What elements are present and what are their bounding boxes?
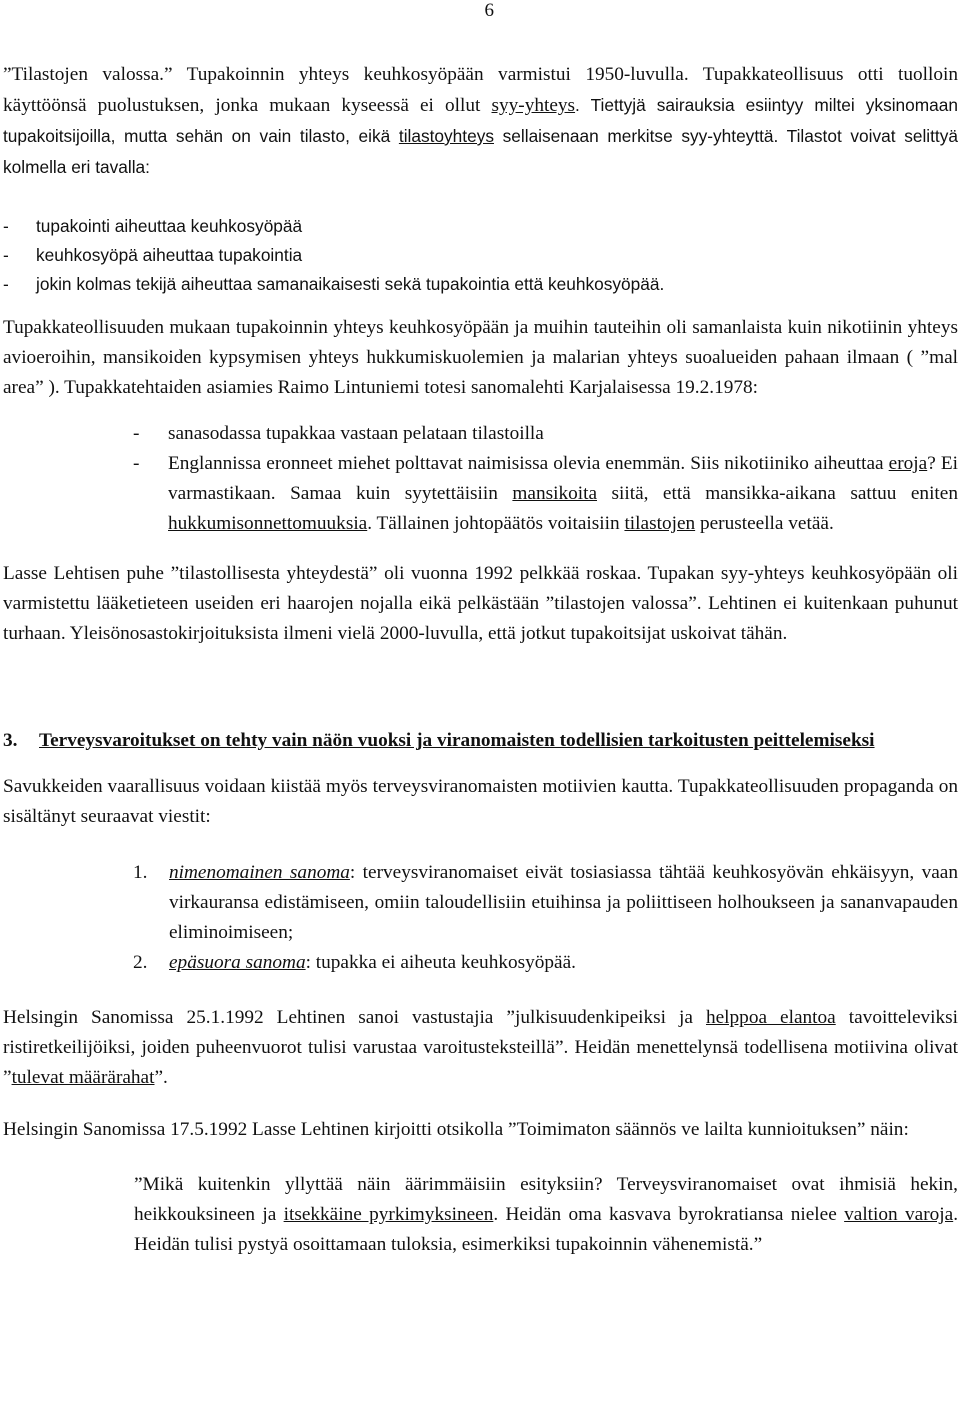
paragraph-motives: Savukkeiden vaarallisuus voidaan kiistää myös terveysviranomaisten motiivien kautta. Tupakkateollisuuden propaganda on sisältänyt seuraavat viestit: (3, 776, 958, 827)
list-item-text: perusteella vetää. (695, 513, 834, 534)
paragraph-text: sellaisenaan merkitse syy-yhteyttä. Tilastot voivat selittyä kolmella eri tavalla: (3, 126, 958, 177)
messages-list (3, 858, 958, 978)
underlined-term: itsekkäine pyrkimyksineen (283, 1204, 494, 1225)
list-item (3, 241, 958, 270)
list-item-text: : tupakka ei aiheuta keuhkosyöpää. (305, 952, 576, 973)
paragraph-text: Helsingin Sanomissa 25.1.1992 Lehtinen sanoi vastustajia ”julkisuudenkipeiksi ja (3, 1007, 706, 1028)
quote-text: ”Mikä kuitenkin yllyttää näin äärimmäisiin esityksiin? Terveysviranomaiset ovat ihmisiä hekin, heikkouksineen ja (134, 1174, 958, 1225)
list-item-text: keuhkosyöpä aiheuttaa tupakointia (36, 245, 303, 265)
underlined-term: mansikoita (512, 483, 598, 504)
quote-list (3, 419, 958, 539)
underlined-term: tilastojen (624, 513, 696, 534)
list-item-text: sanasodassa tupakkaa vastaan pelataan tilastoilla (168, 423, 544, 444)
underlined-term: tulevat määrärahat (11, 1067, 155, 1088)
page-number: 6 (484, 0, 494, 21)
list-item (3, 212, 958, 241)
list-item-text: tupakointi aiheuttaa keuhkosyöpää (36, 216, 303, 236)
section-number: 3. (3, 730, 18, 751)
explanation-list (3, 212, 958, 299)
underlined-term: syy-yhteys (491, 95, 576, 116)
list-item (3, 419, 958, 449)
message-label: epäsuora sanoma (169, 952, 306, 973)
list-dash: - (3, 245, 9, 265)
underlined-term: hukkumisonnettomuuksia (168, 513, 368, 534)
list-item (3, 449, 958, 539)
list-item-text: siitä, että mansikka-aikana sattuu eniten (597, 483, 958, 504)
paragraph-hs-1992-may: Helsingin Sanomissa 17.5.1992 Lasse Lehtinen kirjoitti otsikolla ”Toimimaton säännös ve lailta kunnioituksen” näin: (3, 1119, 909, 1140)
list-item (3, 858, 958, 948)
list-dash: - (3, 274, 9, 294)
document-body (3, 60, 958, 1260)
block-quote (134, 1170, 958, 1260)
list-item-text: . Tällainen johtopäätös voitaisiin (367, 513, 625, 534)
list-item-text: jokin kolmas tekijä aiheuttaa samanaikaisesti sekä tupakointia että keuhkosyöpää. (36, 274, 665, 294)
list-dash: - (3, 216, 9, 236)
section-title: Terveysvaroitukset on tehty vain näön vuoksi ja viranomaisten todellisien tarkoitusten peittelemiseksi (39, 730, 875, 751)
list-number: 2. (133, 952, 148, 973)
list-item-text: : terveysviranomaiset eivät tosiasiassa tähtää keuhkosyövän ehkäisyyn, vaan virkauransa edistämiseen, omiin taloudellisiin etuihinsa ja poliittiseen holhoukseen ja sananvapauden eliminoimiseen; (169, 862, 959, 943)
paragraph-text: tavoitteleviksi ristiretkeilijöiksi, joiden puheenvuorot tulisi varustaa varoitusteksteillä”. Heidän menettelynsä todellisena motiivina olivat ” (3, 1007, 959, 1088)
underlined-term: helppoa elantoa (705, 1007, 836, 1028)
quote-text: . Heidän tulisi pystyä osoittamaan tuloksia, esimerkiksi tupakoinnin vähenemistä.” (134, 1204, 959, 1255)
quote-text: . Heidän oma kasvava byrokratiansa nielee (493, 1204, 845, 1225)
underlined-term: valtion varoja (844, 1204, 954, 1225)
underlined-term: tilastoyhteys (398, 126, 494, 146)
paragraph-statistics (3, 60, 958, 183)
list-dash: - (133, 423, 140, 444)
list-dash: - (133, 453, 140, 474)
list-item (3, 948, 958, 978)
list-item-text: ? Ei varmastikaan. Samaa kuin syytettäisiin (168, 453, 958, 504)
list-item (3, 270, 958, 299)
paragraph-text: . Tiettyjä sairauksia esiintyy miltei yksinomaan tupakoitsijoilla, mutta sehän on vain tilasto, eikä (3, 95, 959, 146)
paragraph-hs-1992-jan (3, 1003, 958, 1093)
paragraph-text: ”. (154, 1067, 168, 1088)
underlined-term: eroja (888, 453, 928, 474)
paragraph-industry-claims: Tupakkateollisuuden mukaan tupakoinnin yhteys keuhkosyöpään ja muihin tauteihin oli samanlaista kuin nikotiinin yhteys avioeroihin, mansikoiden kypsymisen yhteys hukkumiskuolemien ja malarian yhteys suoalueiden pahaan ilmaan ( ”mal area” ). Tupakkatehtaiden asiamies Raimo Lintuniemi totesi sanomalehti Karjalaisessa 19.2.1978: (3, 317, 958, 398)
list-number: 1. (133, 862, 148, 883)
paragraph-text: ”Tilastojen valossa.” Tupakoinnin yhteys keuhkosyöpään varmistui 1950-luvulla. Tupakkateollisuus otti tuolloin käyttöönsä puolustuksen, jonka mukaan kyseessä ei ollut (3, 64, 958, 116)
section-heading (3, 726, 958, 756)
list-item-text: Englannissa eronneet miehet polttavat naimisissa olevia enemmän. Siis nikotiiniko aiheuttaa (168, 453, 889, 474)
paragraph-lehtinen: Lasse Lehtisen puhe ”tilastollisesta yhteydestä” oli vuonna 1992 pelkkää roskaa. Tupakan syy-yhteys keuhkosyöpään oli varmistettu lääketieteen useiden eri haarojen nojalla eikä pelkästään ”tilastojen valossa”. Lehtinen ei kuitenkaan puhunut turhaan. Yleisönosastokirjoituksista ilmeni vielä 2000-luvulla, että jotkut tupakoitsijat uskoivat tähän. (3, 563, 958, 644)
message-label: nimenomainen sanoma (169, 862, 350, 883)
